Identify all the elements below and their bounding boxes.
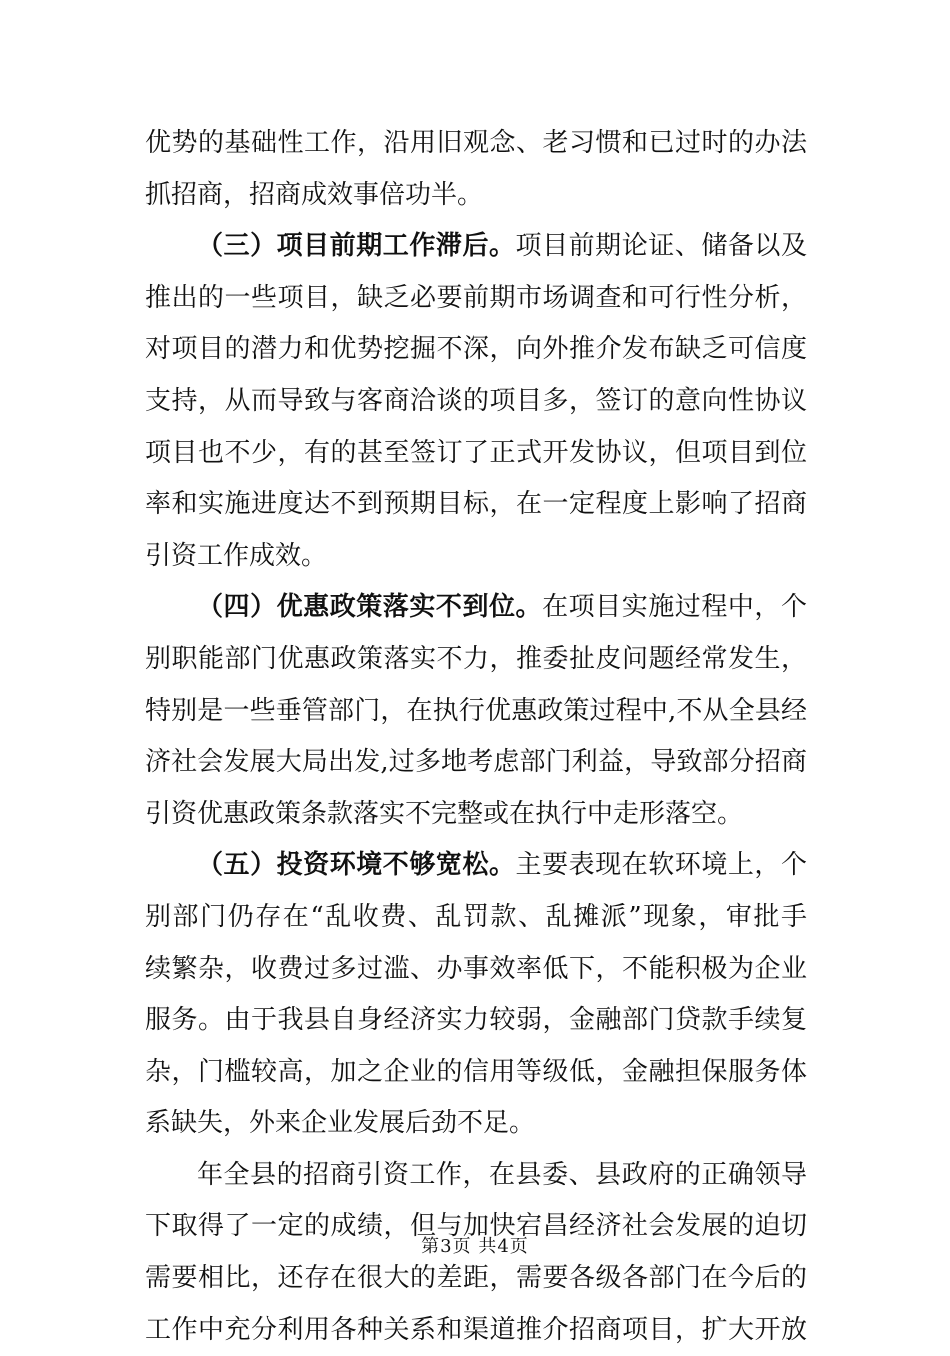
text-line: 别职能部门优惠政策落实不力，推委扯皮问题经常发生， (145, 643, 807, 674)
text-line: 优势的基础性工作，沿用旧观念、老习惯和已过时的办法 (145, 128, 807, 158)
text-line: 抓招商，招商成效事倍功半。 (145, 179, 484, 210)
text-run: 主要表现在软环境上，个 (515, 850, 807, 881)
text-line: 项目也不少，有的甚至签订了正式开发协议，但项目到位 (145, 437, 807, 468)
text-line: 特别是一些垂管部门，在执行优惠政策过程中,不从全县经 (145, 695, 807, 726)
text-line (145, 221, 807, 273)
text-line: 下取得了一定的成绩，但与加快宕昌经济社会发展的迫切 (145, 1211, 807, 1242)
text-line: 杂，门槛较高，加之企业的信用等级低，金融担保服务体 (145, 1056, 807, 1087)
body-text (145, 118, 807, 1356)
text-line: 济社会发展大局出发,过多地考虑部门利益，导致部分招商 (145, 747, 807, 778)
text-line: 对项目的潜力和优势挖掘不深，向外推介发布缺乏可信度 (145, 334, 807, 365)
page-number: 第3页 共4页 (421, 1236, 529, 1257)
section-heading: （四）优惠政策落实不到位。 (197, 592, 543, 623)
text-line (145, 582, 807, 634)
section-heading: （三）项目前期工作滞后。 (197, 231, 516, 262)
text-line: 别部门仍存在“乱收费、乱罚款、乱摊派”现象，审批手 (145, 901, 807, 932)
text-line: 引资工作成效。 (145, 540, 328, 571)
text-line: 工作中充分利用各种关系和渠道推介招商项目，扩大开放 (145, 1314, 807, 1345)
text-line: 需要相比，还存在很大的差距，需要各级各部门在今后的 (145, 1263, 807, 1294)
text-run: 项目前期论证、储备以及 (515, 231, 807, 262)
text-line: 服务。由于我县自身经济实力较弱，金融部门贷款手续复 (145, 1005, 807, 1036)
text-run: 在项目实施过程中，个 (542, 592, 807, 623)
text-line: 支持，从而导致与客商洽谈的项目多，签订的意向性协议 (145, 385, 807, 416)
section-heading: （五）投资环境不够宽松。 (197, 850, 516, 881)
text-line: 系缺失，外来企业发展后劲不足。 (145, 1108, 536, 1139)
text-line: 引资优惠政策条款落实不完整或在执行中走形落空。 (145, 798, 744, 829)
text-line: 推出的一些项目，缺乏必要前期市场调查和可行性分析， (145, 282, 807, 313)
text-line: 年全县的招商引资工作，在县委、县政府的正确领导 (197, 1159, 807, 1190)
text-line: 率和实施进度达不到预期目标，在一定程度上影响了招商 (145, 489, 807, 520)
text-line: 续繁杂，收费过多过滥、办事效率低下，不能积极为企业 (145, 953, 807, 984)
text-line (145, 840, 807, 892)
